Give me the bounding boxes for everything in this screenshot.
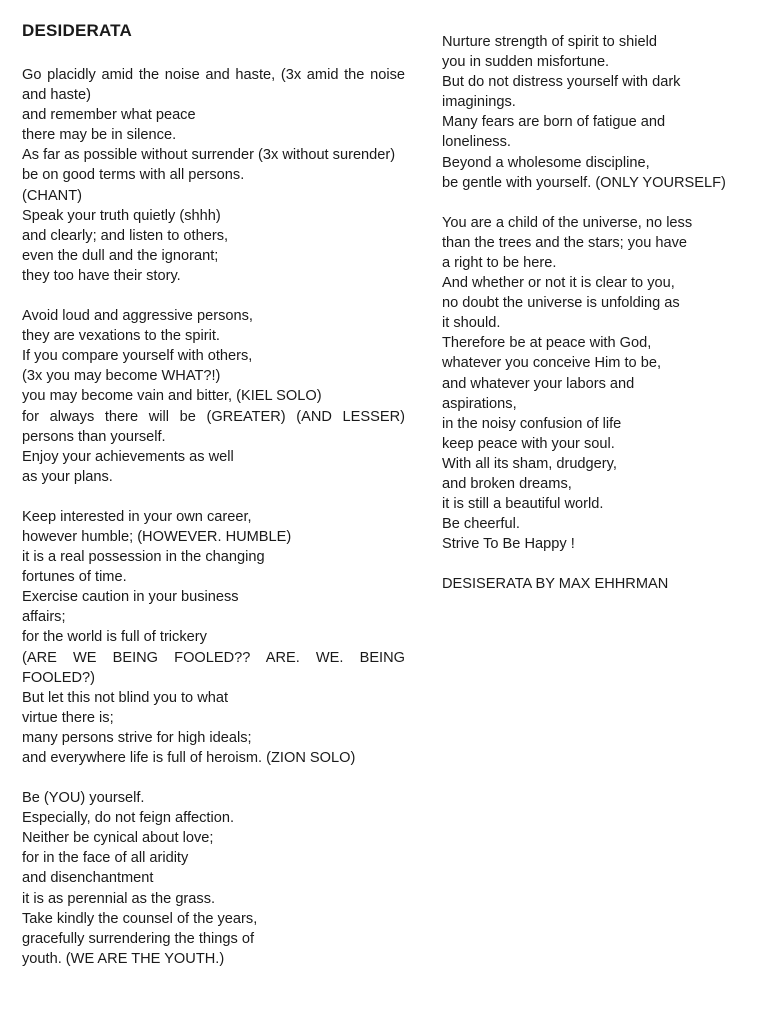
poem-line: Keep interested in your own career,: [22, 508, 252, 525]
poem-line: no doubt the universe is unfolding as: [442, 295, 680, 312]
poem-line: even the dull and the ignorant;: [22, 247, 219, 264]
poem-line: be on good terms with all persons.: [22, 167, 245, 184]
poem-line: be gentle with yourself. (ONLY YOURSELF): [442, 174, 726, 191]
poem-line: Especially, do not feign affection.: [22, 810, 235, 827]
poem-line: a right to be here.: [442, 254, 557, 271]
poem-line: as your plans.: [22, 468, 113, 485]
poem-line: it should.: [442, 315, 501, 332]
poem-line: And whether or not it is clear to you,: [442, 275, 675, 292]
poem-line: But let this not blind you to what: [22, 689, 229, 706]
document-title: DESIDERATA: [22, 21, 132, 40]
poem-line: for the world is full of trickery: [22, 629, 207, 646]
poem-line: Strive To Be Happy !: [442, 536, 575, 553]
stanza: [442, 32, 762, 193]
poem-line: Avoid loud and aggressive persons,: [22, 308, 253, 325]
poem-line: Neither be cynical about love;: [22, 830, 214, 847]
poem-line: and disenchantment: [22, 870, 154, 887]
poem-line: You are a child of the universe, no less: [442, 214, 693, 231]
poem-line: imaginings.: [442, 94, 516, 111]
poem-line: there may be in silence.: [22, 127, 177, 144]
poem-line: aspirations,: [442, 395, 517, 412]
stanza: [442, 213, 762, 555]
right-stanzas: [442, 32, 762, 594]
stanza: [22, 507, 405, 768]
author-credit: [442, 574, 762, 594]
poem-line: for in the face of all aridity: [22, 850, 189, 867]
poem-line: (ARE WE BEING FOOLED?? ARE. WE. BEING FOOLED?): [22, 649, 405, 686]
poem-line: Be cheerful.: [442, 516, 520, 533]
poem-line: With all its sham, drudgery,: [442, 455, 617, 472]
poem-line: they are vexations to the spirit.: [22, 328, 220, 345]
poem-line: in the noisy confusion of life: [442, 415, 622, 432]
poem-line: gracefully surrendering the things of: [22, 930, 255, 947]
poem-line: Take kindly the counsel of the years,: [22, 910, 258, 927]
poem-line: you may become vain and bitter, (KIEL SOLO): [22, 388, 322, 405]
poem-line: virtue there is;: [22, 709, 114, 726]
poem-line: youth. (WE ARE THE YOUTH.): [22, 950, 225, 967]
poem-line: for always there will be (GREATER) (AND LESSER) persons than yourself.: [22, 408, 405, 445]
stanza: [22, 65, 405, 286]
poem-line: whatever you conceive Him to be,: [442, 355, 662, 372]
stanza: [22, 306, 405, 487]
author-credit-text: DESISERATA BY MAX EHHRMAN: [442, 576, 669, 593]
poem-line: keep peace with your soul.: [442, 435, 615, 452]
poem-line: Be (YOU) yourself.: [22, 790, 145, 807]
poem-line: Nurture strength of spirit to shield: [442, 34, 657, 50]
poem-line: and whatever your labors and: [442, 375, 635, 392]
poem-line: Many fears are born of fatigue and: [442, 114, 666, 131]
poem-line: fortunes of time.: [22, 569, 127, 586]
poem-line: it is as perennial as the grass.: [22, 890, 216, 907]
poem-line: But do not distress yourself with dark: [442, 74, 681, 91]
poem-line: you in sudden misfortune.: [442, 54, 610, 71]
poem-line: and everywhere life is full of heroism. (ZION SOLO): [22, 750, 356, 766]
poem-line: it is a real possession in the changing: [22, 549, 265, 566]
poem-line: If you compare yourself with others,: [22, 348, 253, 365]
poem-line: they too have their story.: [22, 267, 181, 284]
left-stanzas: [22, 65, 405, 989]
poem-line: Beyond a wholesome discipline,: [442, 154, 650, 171]
poem-line: (3x you may become WHAT?!): [22, 368, 221, 385]
poem-line: Speak your truth quietly (shhh): [22, 207, 221, 224]
poem-line: Exercise caution in your business: [22, 589, 239, 606]
poem-line: Therefore be at peace with God,: [442, 335, 652, 352]
poem-line: and clearly; and listen to others,: [22, 227, 229, 244]
poem-line: however humble; (HOWEVER. HUMBLE): [22, 528, 292, 545]
poem-line: it is still a beautiful world.: [442, 496, 604, 513]
poem-line: Go placidly amid the noise and haste, (3x amid the noise and haste): [22, 67, 405, 104]
poem-line: and broken dreams,: [442, 475, 572, 492]
stanza: [22, 788, 405, 969]
poem-line: Enjoy your achievements as well: [22, 448, 234, 465]
poem-line: loneliness.: [442, 134, 511, 151]
poem-line: and remember what peace: [22, 107, 196, 124]
poem-line: As far as possible without surrender (3x without surender): [22, 147, 396, 164]
poem-line: many persons strive for high ideals;: [22, 729, 252, 746]
poem-line: affairs;: [22, 609, 66, 626]
poem-line: than the trees and the stars; you have: [442, 234, 688, 251]
poem-line: (CHANT): [22, 187, 82, 204]
